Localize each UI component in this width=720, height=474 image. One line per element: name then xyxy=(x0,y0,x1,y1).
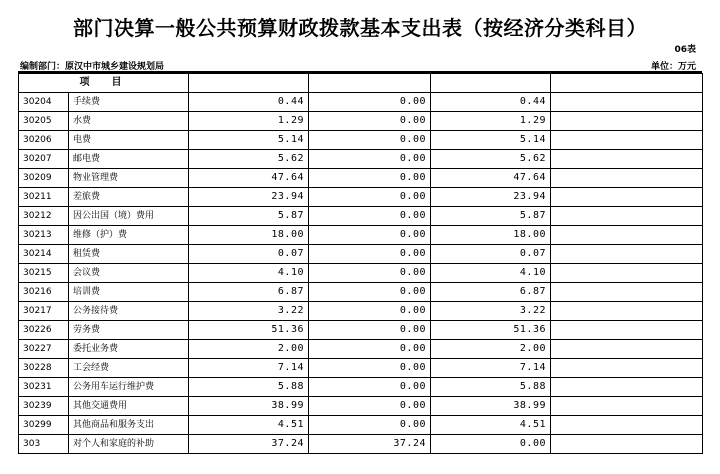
row-public: 1.29 xyxy=(431,112,551,131)
header-item: 项 目 xyxy=(19,74,189,93)
row-blank xyxy=(551,378,703,397)
department-label: 编制部门： xyxy=(20,62,66,72)
row-public: 0.00 xyxy=(431,435,551,454)
row-blank xyxy=(551,359,703,378)
table-row xyxy=(19,378,703,397)
table-row xyxy=(19,226,703,245)
row-blank xyxy=(551,169,703,188)
row-total: 3.22 xyxy=(189,302,309,321)
row-code: 30216 xyxy=(19,283,69,302)
table-row xyxy=(19,207,703,226)
row-code: 303 xyxy=(19,435,69,454)
table-row xyxy=(19,188,703,207)
row-personnel: 37.24 xyxy=(309,435,431,454)
row-code: 30226 xyxy=(19,321,69,340)
row-code: 30209 xyxy=(19,169,69,188)
row-total: 5.88 xyxy=(189,378,309,397)
row-blank xyxy=(551,264,703,283)
row-name: 维修（护）费 xyxy=(69,226,189,245)
row-personnel: 0.00 xyxy=(309,397,431,416)
row-blank xyxy=(551,226,703,245)
row-code: 30204 xyxy=(19,93,69,112)
row-name: 对个人和家庭的补助 xyxy=(69,435,189,454)
row-public: 51.36 xyxy=(431,321,551,340)
row-total: 47.64 xyxy=(189,169,309,188)
row-public: 4.51 xyxy=(431,416,551,435)
row-name: 其他商品和服务支出 xyxy=(69,416,189,435)
row-blank xyxy=(551,321,703,340)
row-blank xyxy=(551,397,703,416)
table-row xyxy=(19,112,703,131)
row-blank xyxy=(551,93,703,112)
row-public: 18.00 xyxy=(431,226,551,245)
row-name: 租赁费 xyxy=(69,245,189,264)
table-row xyxy=(19,131,703,150)
row-total: 0.07 xyxy=(189,245,309,264)
row-personnel: 0.00 xyxy=(309,340,431,359)
form-number: 06表 xyxy=(674,45,696,55)
row-personnel: 0.00 xyxy=(309,150,431,169)
row-total: 7.14 xyxy=(189,359,309,378)
row-public: 47.64 xyxy=(431,169,551,188)
row-personnel: 0.00 xyxy=(309,169,431,188)
row-blank xyxy=(551,416,703,435)
expense-table xyxy=(18,73,703,454)
row-code: 30215 xyxy=(19,264,69,283)
row-name: 邮电费 xyxy=(69,150,189,169)
row-blank xyxy=(551,207,703,226)
row-total: 37.24 xyxy=(189,435,309,454)
row-personnel: 0.00 xyxy=(309,264,431,283)
row-blank xyxy=(551,245,703,264)
row-name: 委托业务费 xyxy=(69,340,189,359)
row-total: 18.00 xyxy=(189,226,309,245)
row-blank xyxy=(551,131,703,150)
row-code: 30205 xyxy=(19,112,69,131)
row-name: 因公出国（境）费用 xyxy=(69,207,189,226)
department-name: 原汉中市城乡建设规划局 xyxy=(65,62,165,72)
row-personnel: 0.00 xyxy=(309,359,431,378)
row-public: 5.62 xyxy=(431,150,551,169)
row-code: 30227 xyxy=(19,340,69,359)
table-row xyxy=(19,340,703,359)
row-code: 30299 xyxy=(19,416,69,435)
row-total: 51.36 xyxy=(189,321,309,340)
expense-table-body xyxy=(19,74,703,454)
row-name: 会议费 xyxy=(69,264,189,283)
row-code: 30217 xyxy=(19,302,69,321)
row-total: 4.51 xyxy=(189,416,309,435)
row-code: 30207 xyxy=(19,150,69,169)
header-cell xyxy=(431,74,551,93)
row-personnel: 0.00 xyxy=(309,245,431,264)
row-code: 30211 xyxy=(19,188,69,207)
table-row xyxy=(19,302,703,321)
row-total: 4.10 xyxy=(189,264,309,283)
table-row xyxy=(19,416,703,435)
row-public: 5.87 xyxy=(431,207,551,226)
header-cell xyxy=(189,74,309,93)
row-name: 公务用车运行维护费 xyxy=(69,378,189,397)
table-row xyxy=(19,93,703,112)
row-code: 30231 xyxy=(19,378,69,397)
row-public: 3.22 xyxy=(431,302,551,321)
header-cell xyxy=(309,74,431,93)
row-personnel: 0.00 xyxy=(309,416,431,435)
row-name: 其他交通费用 xyxy=(69,397,189,416)
table-row xyxy=(19,435,703,454)
table-row xyxy=(19,264,703,283)
row-personnel: 0.00 xyxy=(309,302,431,321)
row-total: 1.29 xyxy=(189,112,309,131)
row-public: 4.10 xyxy=(431,264,551,283)
row-public: 6.87 xyxy=(431,283,551,302)
table-header-row xyxy=(19,74,703,93)
row-code: 30212 xyxy=(19,207,69,226)
row-blank xyxy=(551,435,703,454)
row-name: 物业管理费 xyxy=(69,169,189,188)
row-public: 2.00 xyxy=(431,340,551,359)
table-row xyxy=(19,283,703,302)
header-cell xyxy=(551,74,703,93)
row-name: 差旅费 xyxy=(69,188,189,207)
row-total: 5.87 xyxy=(189,207,309,226)
table-row xyxy=(19,321,703,340)
row-total: 23.94 xyxy=(189,188,309,207)
row-name: 劳务费 xyxy=(69,321,189,340)
row-public: 0.44 xyxy=(431,93,551,112)
row-public: 5.88 xyxy=(431,378,551,397)
row-name: 手续费 xyxy=(69,93,189,112)
row-personnel: 0.00 xyxy=(309,321,431,340)
row-name: 工会经费 xyxy=(69,359,189,378)
row-blank xyxy=(551,340,703,359)
row-personnel: 0.00 xyxy=(309,112,431,131)
row-total: 38.99 xyxy=(189,397,309,416)
row-code: 30228 xyxy=(19,359,69,378)
row-blank xyxy=(551,150,703,169)
table-row xyxy=(19,169,703,188)
row-total: 5.14 xyxy=(189,131,309,150)
row-blank xyxy=(551,112,703,131)
row-personnel: 0.00 xyxy=(309,283,431,302)
row-code: 30214 xyxy=(19,245,69,264)
row-blank xyxy=(551,302,703,321)
row-total: 2.00 xyxy=(189,340,309,359)
row-public: 38.99 xyxy=(431,397,551,416)
row-personnel: 0.00 xyxy=(309,226,431,245)
row-public: 7.14 xyxy=(431,359,551,378)
row-public: 23.94 xyxy=(431,188,551,207)
row-name: 水费 xyxy=(69,112,189,131)
row-code: 30206 xyxy=(19,131,69,150)
row-total: 6.87 xyxy=(189,283,309,302)
unit-label: 单位：万元 xyxy=(650,62,696,72)
row-total: 5.62 xyxy=(189,150,309,169)
table-row xyxy=(19,359,703,378)
table-row xyxy=(19,397,703,416)
row-personnel: 0.00 xyxy=(309,93,431,112)
row-total: 0.44 xyxy=(189,93,309,112)
row-blank xyxy=(551,188,703,207)
row-public: 5.14 xyxy=(431,131,551,150)
row-code: 30213 xyxy=(19,226,69,245)
row-name: 公务接待费 xyxy=(69,302,189,321)
row-code: 30239 xyxy=(19,397,69,416)
row-personnel: 0.00 xyxy=(309,188,431,207)
row-name: 电费 xyxy=(69,131,189,150)
row-blank xyxy=(551,283,703,302)
row-personnel: 0.00 xyxy=(309,378,431,397)
row-personnel: 0.00 xyxy=(309,207,431,226)
row-personnel: 0.00 xyxy=(309,131,431,150)
table-row xyxy=(19,245,703,264)
row-public: 0.07 xyxy=(431,245,551,264)
row-name: 培训费 xyxy=(69,283,189,302)
table-row xyxy=(19,150,703,169)
report-title: 部门决算一般公共预算财政拨款基本支出表（按经济分类科目） xyxy=(73,16,647,40)
